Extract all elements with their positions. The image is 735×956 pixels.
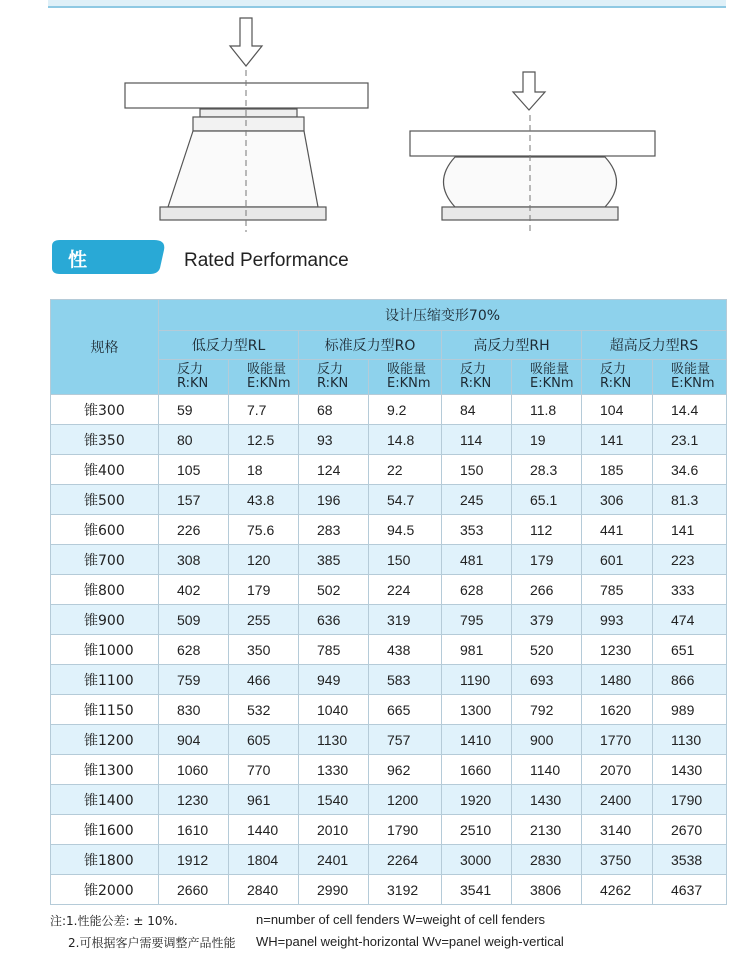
value-cell: 22	[369, 455, 442, 485]
spec-cell: 锥1300	[51, 755, 159, 785]
value-cell: 23.1	[653, 425, 727, 455]
value-cell: 1300	[442, 695, 512, 725]
table-row	[51, 575, 727, 605]
value-cell: 3000	[442, 845, 512, 875]
sub-header-energy-unit: E:KNm	[387, 376, 431, 391]
value-cell: 385	[299, 545, 369, 575]
spec-cell: 锥1400	[51, 785, 159, 815]
value-cell: 1610	[159, 815, 229, 845]
sub-header-reaction	[159, 360, 229, 395]
value-cell: 628	[442, 575, 512, 605]
value-cell: 605	[229, 725, 299, 755]
value-cell: 1140	[512, 755, 582, 785]
table-row	[51, 395, 727, 425]
spec-cell: 锥600	[51, 515, 159, 545]
value-cell: 28.3	[512, 455, 582, 485]
value-cell: 981	[442, 635, 512, 665]
table-row	[51, 845, 727, 875]
value-cell: 34.6	[653, 455, 727, 485]
legend-line-1: n=number of cell fenders W=weight of cell fenders	[256, 912, 546, 927]
table-row	[51, 455, 727, 485]
value-cell: 65.1	[512, 485, 582, 515]
sub-header-energy-unit: E:KNm	[530, 376, 574, 391]
value-cell: 266	[512, 575, 582, 605]
sub-header-energy-unit: E:KNm	[247, 376, 291, 391]
value-cell: 1660	[442, 755, 512, 785]
value-cell: 785	[582, 575, 653, 605]
value-cell: 12.5	[229, 425, 299, 455]
value-cell: 1770	[582, 725, 653, 755]
compressed-fender-illustration	[410, 72, 655, 232]
value-cell: 1920	[442, 785, 512, 815]
sub-header-energy-cn: 吸能量	[247, 362, 287, 377]
value-cell: 830	[159, 695, 229, 725]
value-cell: 2670	[653, 815, 727, 845]
value-cell: 583	[369, 665, 442, 695]
value-cell: 104	[582, 395, 653, 425]
value-cell: 353	[442, 515, 512, 545]
value-cell: 759	[159, 665, 229, 695]
value-cell: 989	[653, 695, 727, 725]
value-cell: 120	[229, 545, 299, 575]
value-cell: 2070	[582, 755, 653, 785]
spec-cell: 锥350	[51, 425, 159, 455]
sub-header-energy	[653, 360, 727, 395]
value-cell: 1130	[299, 725, 369, 755]
legend-line-2: WH=panel weight-horizontal Wv=panel weigh-vertical	[256, 934, 564, 949]
value-cell: 150	[442, 455, 512, 485]
sub-header-reaction	[442, 360, 512, 395]
group-header-rh: 高反力型RH	[442, 331, 582, 360]
value-cell: 1804	[229, 845, 299, 875]
sub-header-reaction	[582, 360, 653, 395]
value-cell: 785	[299, 635, 369, 665]
value-cell: 900	[512, 725, 582, 755]
value-cell: 532	[229, 695, 299, 725]
fender-compression-diagram	[0, 0, 735, 240]
value-cell: 481	[442, 545, 512, 575]
spec-cell: 锥1150	[51, 695, 159, 725]
value-cell: 1912	[159, 845, 229, 875]
value-cell: 54.7	[369, 485, 442, 515]
sub-header-energy-cn: 吸能量	[530, 362, 570, 377]
value-cell: 757	[369, 725, 442, 755]
sub-header-reaction-cn: 反力	[177, 362, 204, 377]
value-cell: 1790	[653, 785, 727, 815]
table-row	[51, 785, 727, 815]
value-cell: 1230	[159, 785, 229, 815]
value-cell: 3140	[582, 815, 653, 845]
spec-cell: 锥1600	[51, 815, 159, 845]
sub-header-energy	[369, 360, 442, 395]
sub-header-energy-unit: E:KNm	[671, 376, 715, 391]
value-cell: 84	[442, 395, 512, 425]
value-cell: 80	[159, 425, 229, 455]
value-cell: 466	[229, 665, 299, 695]
spec-cell: 锥1100	[51, 665, 159, 695]
value-cell: 18	[229, 455, 299, 485]
section-title-en: Rated Performance	[184, 250, 349, 271]
value-cell: 245	[442, 485, 512, 515]
value-cell: 795	[442, 605, 512, 635]
table-row	[51, 635, 727, 665]
value-cell: 1060	[159, 755, 229, 785]
value-cell: 179	[512, 545, 582, 575]
value-cell: 3806	[512, 875, 582, 905]
value-cell: 693	[512, 665, 582, 695]
sub-header-energy-cn: 吸能量	[387, 362, 427, 377]
value-cell: 11.8	[512, 395, 582, 425]
sub-header-reaction-unit: R:KN	[317, 376, 349, 391]
value-cell: 2660	[159, 875, 229, 905]
value-cell: 441	[582, 515, 653, 545]
spec-cell: 锥300	[51, 395, 159, 425]
value-cell: 114	[442, 425, 512, 455]
value-cell: 2130	[512, 815, 582, 845]
value-cell: 1480	[582, 665, 653, 695]
value-cell: 636	[299, 605, 369, 635]
table-row	[51, 605, 727, 635]
value-cell: 402	[159, 575, 229, 605]
uncompressed-fender-illustration	[125, 18, 368, 232]
value-cell: 1430	[653, 755, 727, 785]
table-row	[51, 755, 727, 785]
value-cell: 509	[159, 605, 229, 635]
value-cell: 601	[582, 545, 653, 575]
sub-header-reaction-cn: 反力	[460, 362, 487, 377]
compression-header: 设计压缩变形70%	[159, 300, 727, 331]
sub-header-reaction-cn: 反力	[317, 362, 344, 377]
performance-table	[50, 299, 727, 905]
value-cell: 961	[229, 785, 299, 815]
panel-right	[410, 131, 655, 156]
table-row	[51, 695, 727, 725]
value-cell: 308	[159, 545, 229, 575]
table-row	[51, 875, 727, 905]
spec-cell: 锥900	[51, 605, 159, 635]
table-row	[51, 425, 727, 455]
value-cell: 651	[653, 635, 727, 665]
group-header-rl: 低反力型RL	[159, 331, 299, 360]
value-cell: 283	[299, 515, 369, 545]
spec-cell: 锥500	[51, 485, 159, 515]
value-cell: 949	[299, 665, 369, 695]
sub-header-reaction-unit: R:KN	[177, 376, 209, 391]
group-header-rs: 超高反力型RS	[582, 331, 727, 360]
sub-header-reaction-unit: R:KN	[600, 376, 632, 391]
value-cell: 628	[159, 635, 229, 665]
value-cell: 1040	[299, 695, 369, 725]
value-cell: 4637	[653, 875, 727, 905]
value-cell: 1440	[229, 815, 299, 845]
value-cell: 4262	[582, 875, 653, 905]
table-row	[51, 665, 727, 695]
value-cell: 124	[299, 455, 369, 485]
value-cell: 3541	[442, 875, 512, 905]
value-cell: 81.3	[653, 485, 727, 515]
value-cell: 59	[159, 395, 229, 425]
value-cell: 962	[369, 755, 442, 785]
table-row	[51, 485, 727, 515]
value-cell: 3750	[582, 845, 653, 875]
sub-header-reaction	[299, 360, 369, 395]
value-cell: 224	[369, 575, 442, 605]
value-cell: 866	[653, 665, 727, 695]
value-cell: 93	[299, 425, 369, 455]
value-cell: 141	[653, 515, 727, 545]
value-cell: 904	[159, 725, 229, 755]
value-cell: 306	[582, 485, 653, 515]
value-cell: 2830	[512, 845, 582, 875]
value-cell: 1790	[369, 815, 442, 845]
sub-header-energy	[512, 360, 582, 395]
value-cell: 1230	[582, 635, 653, 665]
value-cell: 14.4	[653, 395, 727, 425]
value-cell: 7.7	[229, 395, 299, 425]
sub-header-energy-cn: 吸能量	[671, 362, 711, 377]
value-cell: 19	[512, 425, 582, 455]
table-row	[51, 725, 727, 755]
value-cell: 319	[369, 605, 442, 635]
value-cell: 474	[653, 605, 727, 635]
value-cell: 255	[229, 605, 299, 635]
spec-cell: 锥1000	[51, 635, 159, 665]
value-cell: 185	[582, 455, 653, 485]
value-cell: 1200	[369, 785, 442, 815]
value-cell: 770	[229, 755, 299, 785]
value-cell: 379	[512, 605, 582, 635]
value-cell: 2840	[229, 875, 299, 905]
value-cell: 157	[159, 485, 229, 515]
table-row	[51, 515, 727, 545]
spec-cell: 锥1800	[51, 845, 159, 875]
value-cell: 2010	[299, 815, 369, 845]
value-cell: 2401	[299, 845, 369, 875]
group-header-ro: 标准反力型RO	[299, 331, 442, 360]
value-cell: 226	[159, 515, 229, 545]
value-cell: 141	[582, 425, 653, 455]
value-cell: 94.5	[369, 515, 442, 545]
value-cell: 196	[299, 485, 369, 515]
value-cell: 792	[512, 695, 582, 725]
table-row	[51, 815, 727, 845]
value-cell: 43.8	[229, 485, 299, 515]
value-cell: 2400	[582, 785, 653, 815]
value-cell: 150	[369, 545, 442, 575]
spec-cell: 锥700	[51, 545, 159, 575]
value-cell: 1410	[442, 725, 512, 755]
value-cell: 2990	[299, 875, 369, 905]
value-cell: 665	[369, 695, 442, 725]
value-cell: 502	[299, 575, 369, 605]
value-cell: 1130	[653, 725, 727, 755]
down-arrow-icon-left	[230, 18, 262, 66]
spec-cell: 锥2000	[51, 875, 159, 905]
value-cell: 993	[582, 605, 653, 635]
value-cell: 68	[299, 395, 369, 425]
note-tolerance: 注:1.性能公差: ± 10%.	[50, 914, 178, 928]
value-cell: 520	[512, 635, 582, 665]
down-arrow-icon-right	[513, 72, 545, 110]
value-cell: 2510	[442, 815, 512, 845]
sub-header-reaction-cn: 反力	[600, 362, 627, 377]
value-cell: 3192	[369, 875, 442, 905]
value-cell: 1190	[442, 665, 512, 695]
value-cell: 14.8	[369, 425, 442, 455]
value-cell: 350	[229, 635, 299, 665]
value-cell: 75.6	[229, 515, 299, 545]
section-title-cn: 性能数据	[68, 249, 89, 352]
spec-cell: 锥1200	[51, 725, 159, 755]
value-cell: 1540	[299, 785, 369, 815]
value-cell: 333	[653, 575, 727, 605]
value-cell: 105	[159, 455, 229, 485]
spec-cell: 锥400	[51, 455, 159, 485]
note-adjustable: 2.可根据客户需要调整产品性能	[68, 936, 236, 950]
sub-header-energy	[229, 360, 299, 395]
spec-column-header: 规格	[51, 300, 159, 395]
value-cell: 179	[229, 575, 299, 605]
value-cell: 2264	[369, 845, 442, 875]
sub-header-reaction-unit: R:KN	[460, 376, 492, 391]
value-cell: 223	[653, 545, 727, 575]
table-body	[51, 395, 727, 905]
value-cell: 438	[369, 635, 442, 665]
table-row	[51, 545, 727, 575]
value-cell: 1430	[512, 785, 582, 815]
spec-cell: 锥800	[51, 575, 159, 605]
value-cell: 9.2	[369, 395, 442, 425]
value-cell: 3538	[653, 845, 727, 875]
value-cell: 112	[512, 515, 582, 545]
value-cell: 1620	[582, 695, 653, 725]
value-cell: 1330	[299, 755, 369, 785]
